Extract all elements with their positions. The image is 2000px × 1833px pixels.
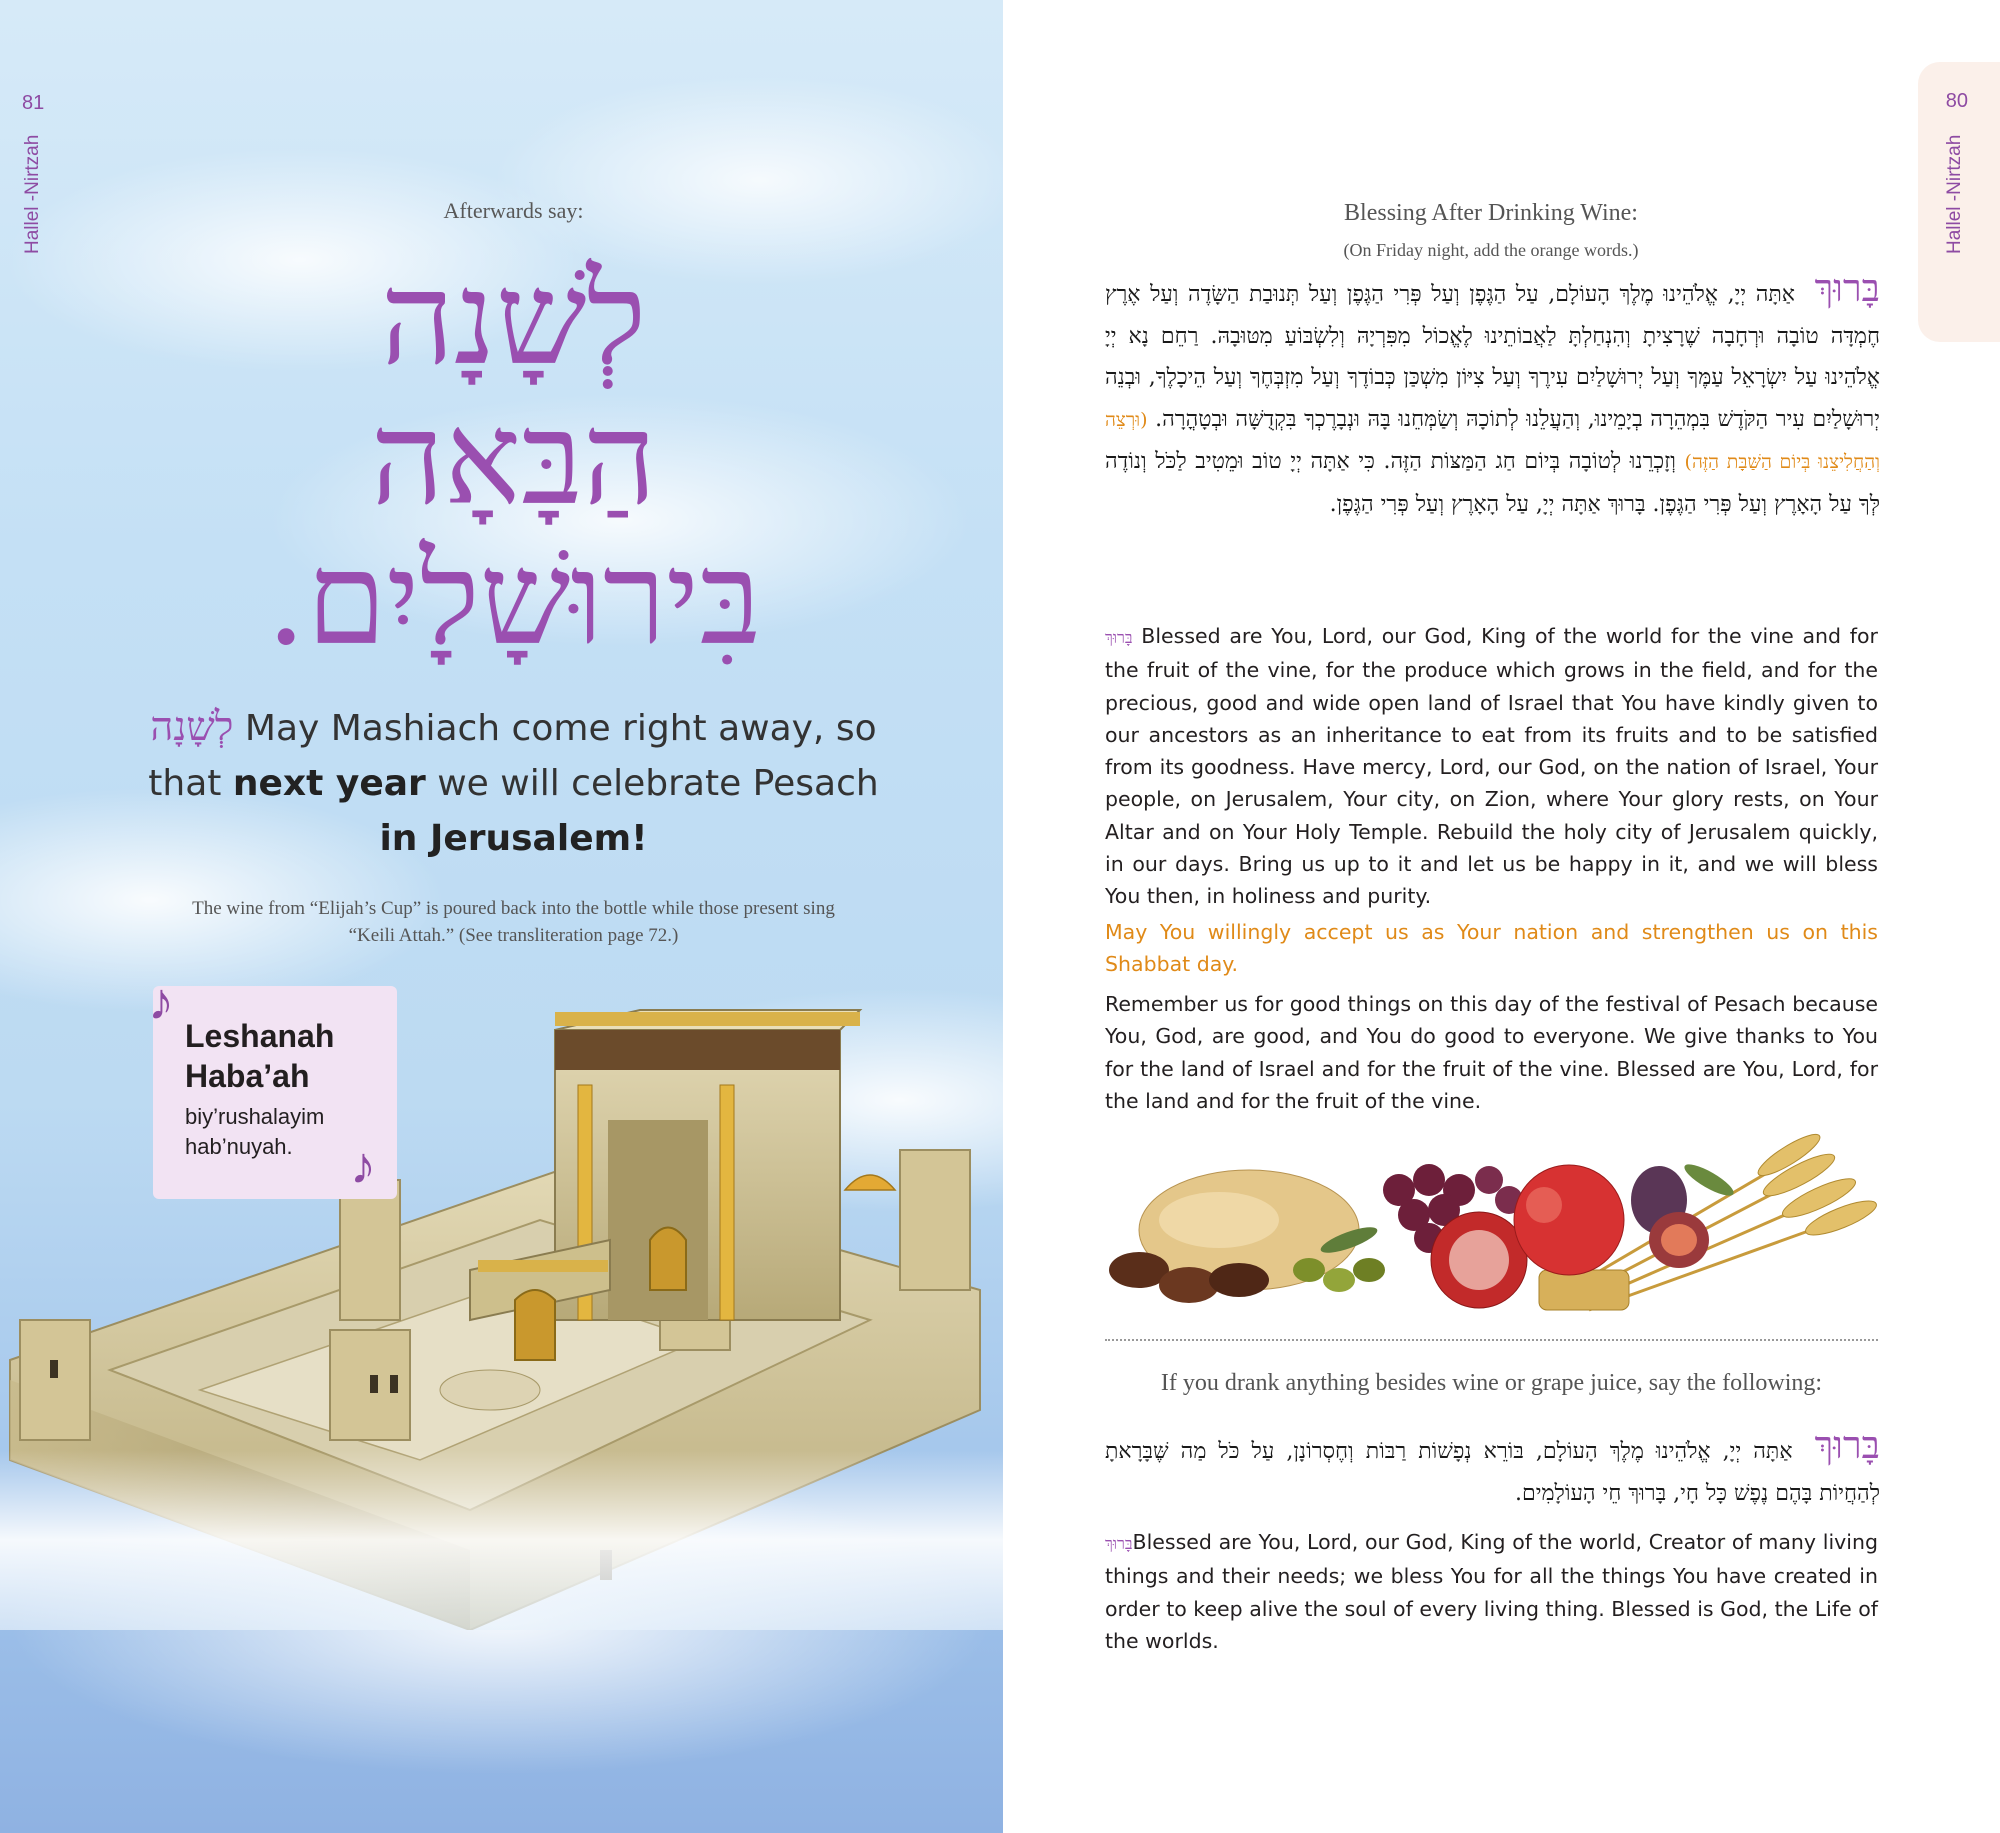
section-divider <box>1105 1339 1878 1341</box>
hebrew-title-line-3: בִּירוּשָׁלָיִם. <box>265 525 762 674</box>
hebrew-other-blessing <box>1105 1425 1880 1514</box>
intro-text: Afterwards say: <box>443 198 584 223</box>
music-note-icon: ♪ <box>350 1137 376 1195</box>
mashiach-paragraph <box>130 700 897 866</box>
song-title-line-1: Leshanah <box>185 1018 335 1054</box>
hebrew-blessing-text-2: וְזָכְרֵנוּ לְטוֹבָה בְּיוֹם חַג הַמַּצּוֹת הַזֶּה. כִּי אַתָּה יְיָ טוֹב וּמֵטִיב לַכֹּל וְנוֹדֶה לְּךָ עַל הָאָרֶץ וְעַל פְּרִי הַגֶּפֶן. בָּרוּךְ אַתָּה יְיָ, עַל הָאָרֶץ וְעַל פְּרִי הַגֶּפֶן. <box>1105 449 1880 517</box>
song-title <box>185 1016 397 1096</box>
mashiach-bold-2: in Jerusalem! <box>379 818 648 859</box>
section-label-left: Hallel -Nirtzah <box>22 135 43 255</box>
wine-note: The wine from “Elijah’s Cup” is poured back into the bottle while those present sing “Keili Attah.” (See transliteration page 72.) <box>192 898 835 946</box>
english-other-hebrew-mini: בָּרוּךְ <box>1105 1534 1133 1553</box>
temple-svg <box>0 990 1003 1630</box>
english-blessing-orange: May You willingly accept us as Your nation and strengthen us on this Shabbat day. <box>1105 920 1878 977</box>
hebrew-wine-blessing <box>1105 268 1880 525</box>
wine-blessing-subheading: (On Friday night, add the orange words.) <box>1343 240 1639 260</box>
right-page <box>1003 0 2000 1833</box>
hebrew-other-lead-word: בָּרוּךְ <box>1814 1423 1880 1467</box>
fruit-svg <box>1099 1120 1889 1320</box>
mashiach-part-1: May Mashiach come right away, so that <box>148 708 877 804</box>
song-subtitle-line-1: biy’rushalayim <box>185 1104 325 1129</box>
hebrew-title <box>180 245 847 674</box>
english-wine-blessing <box>1105 620 1878 913</box>
song-title-line-2: Haba’ah <box>185 1058 310 1094</box>
hebrew-title-line-2: הַבָּאָה <box>370 385 657 534</box>
page-number-right: 80 <box>1945 90 1968 112</box>
english-other-text: Blessed are You, Lord, our God, King of the world, Creator of many living things and their needs; we bless You for all the things You have created in order to keep alive the soul of every living thing. Blessed is God, the Life of the worlds. <box>1105 1530 1878 1653</box>
mashiach-hebrew-word: לְשָׁנָה <box>150 704 234 750</box>
hebrew-lead-word: בָּרוּךְ <box>1814 266 1880 310</box>
hebrew-blessing-text-1: אַתָּה יְיָ, אֱלֹהֵינוּ מֶלֶךְ הָעוֹלָם, עַל הַגֶּפֶן וְעַל פְּרִי הַגֶּפֶן וְעַל תְּנוּבַת הַשָּׂדֶה וְעַל אֶרֶץ חֶמְדָּה טוֹבָה וּרְחָבָה שֶׁרָצִיתָ וְהִנְחַלְתָּ לַאֲבוֹתֵינוּ לֶאֱכוֹל מִפִּרְיָהּ וְלִשְׂבּוֹעַ מִטּוּבָהּ. רַחֵם נָא יְיָ אֱלֹהֵינוּ עַל יִשְׂרָאֵל עַמֶּךָ וְעַל יְרוּשָׁלַיִם עִירֶךָ וְעַל צִיּוֹן מִשְׁכַּן כְּבוֹדֶךָ וְעַל מִזְבְּחֶךָ וְעַל הֵיכָלֶךָ, וּבְנֵה יְרוּשָׁלַיִם עִיר הַקֹּדֶשׁ בִּמְהֵרָה בְיָמֵינוּ, וְהַעֲלֵנוּ לְתוֹכָהּ וְשַׂמְּחֵנוּ בָּהּ וּנְבָרֶכְךָ בִּקְדֻשָּׁה וּבְטָהֳרָה. <box>1105 282 1880 432</box>
mashiach-part-2: we will celebrate Pesach <box>425 763 879 804</box>
song-subtitle-line-2: hab’nuyah. <box>185 1134 293 1159</box>
hebrew-blessing-orange: (וּרְצֵה וְהַחֲלִיצֵנוּ בְּיוֹם הַשַּׁבָּת הַזֶּה) <box>1105 408 1880 473</box>
hebrew-title-line-1: לְשָׁנָה <box>380 245 647 394</box>
english-other-blessing <box>1105 1526 1878 1657</box>
english-blessing-hebrew-mini: בָּרוּךְ <box>1105 628 1133 647</box>
wine-blessing-heading: Blessing After Drinking Wine: <box>1344 200 1638 226</box>
seven-species-illustration <box>1099 1120 1889 1320</box>
english-blessing-text: Blessed are You, Lord, our God, King of the world for the vine and for the fruit of the vine, for the produce which grows in the field, and for the precious, good and wide open land of Israel that You have kindly given to our ancestors as an inheritance to eat from its fruits and to be satisfied from its goodness. Have mercy, Lord, our God, on the nation of Israel, Your people, on Jerusalem, Your city, on Zion, where Your glory rests, on Your Altar and on Your Holy Temple. Rebuild the holy city of Jerusalem quickly, in our days. Bring us up to it and let us be happy in it, and we will bless You then, in holiness and purity. <box>1105 624 1878 909</box>
hebrew-other-text: אַתָּה יְיָ, אֱלֹהֵינוּ מֶלֶךְ הָעוֹלָם, בּוֹרֵא נְפָשׁוֹת רַבּוֹת וְחֶסְרוֹנָן, עַל כֹּל מַה שֶּׁבָּרָאתָ לְהַחֲיוֹת בָּהֶם נֶפֶשׁ כָּל חָי, בָּרוּךְ חֵי הָעוֹלָמִים. <box>1105 1439 1880 1506</box>
page-number-left: 81 <box>22 92 45 114</box>
section-label-right: Hallel -Nirtzah <box>1944 135 1965 255</box>
music-note-icon: ♪ <box>148 973 174 1031</box>
mashiach-bold-1: next year <box>232 763 426 804</box>
english-blessing-text-2: Remember us for good things on this day of the festival of Pesach because You, God, are good, and You do good to everyone. We give thanks to You for the land of Israel and for the fruit of the vine. Blessed are You, Lord, for the land and for the fruit of the vine. <box>1105 992 1878 1113</box>
other-drinks-heading: If you drank anything besides wine or grape juice, say the following: <box>1160 1370 1823 1396</box>
temple-illustration <box>0 990 1003 1630</box>
